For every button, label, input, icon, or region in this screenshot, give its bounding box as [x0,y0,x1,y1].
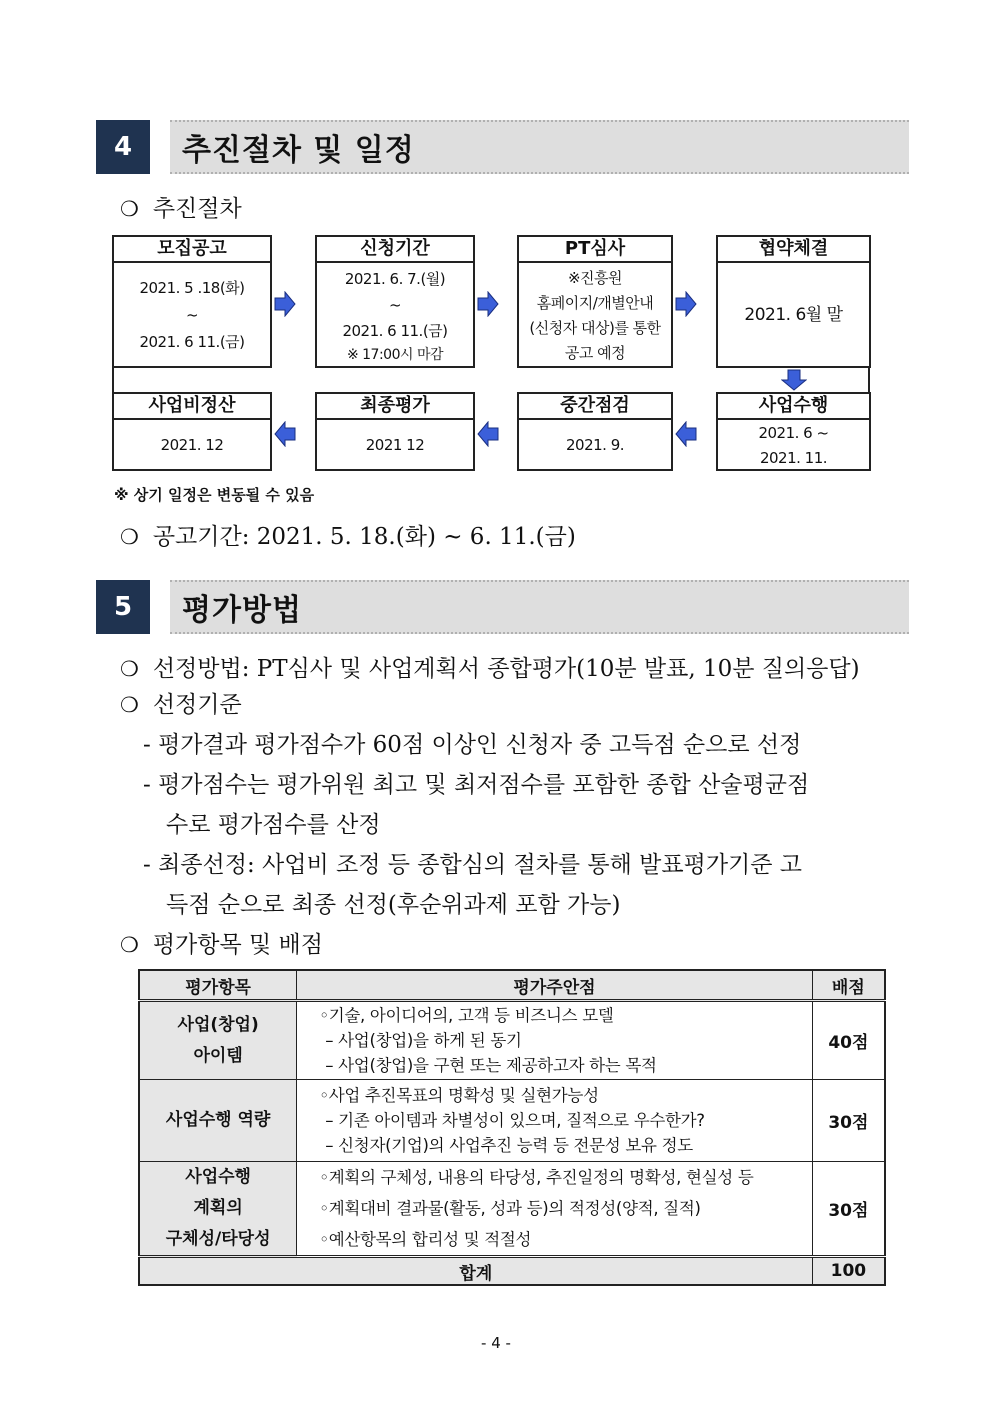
flow-line: 2021. 12 [160,436,224,454]
section-4-number: 4 [96,120,150,174]
flow-line: ※진흥원 [567,268,623,287]
flow-box-body [317,420,473,471]
flow-line: 2021 12 [365,436,425,454]
table-header: 평가주안점 [297,970,812,1001]
section-5-number: 5 [96,580,150,634]
arrow-left-icon [477,421,499,447]
flow-box-body [519,420,671,471]
flow-line: 2021. 11. [759,448,828,467]
flow-box-body [114,420,270,471]
table-row [139,1001,885,1080]
flow-line: 공고 예정 [564,343,626,362]
flow-box-body [114,263,270,368]
category-cell: 사업수행 역량 [139,1080,297,1162]
points-cell: ◦계획의 구체성, 내용의 타당성, 추진일정의 명확성, 현실성 등 ◦계획대비 결과물(활동, 성과 등)의 적정성(양적, 질적) ◦예산항목의 합리성 및 적절성 [297,1162,812,1257]
flow-line: 2021. 6 11.(금) [139,333,245,351]
circle-bullet-icon: ❍ [120,693,139,717]
flow-line: ~ [185,306,199,324]
criteria-item: - 평가결과 평가점수가 60점 이상인 신청자 중 고득점 순으로 선정 [143,732,802,758]
flow-line: ~ [388,295,402,314]
flow-box-title: 신청기간 [317,237,473,263]
flow-box-midterm-check [517,392,673,471]
flow-line: 홈페이지/개별안내 [536,293,654,312]
category-cell: 사업수행 계획의 구체성/타당성 [139,1162,297,1257]
points-cell: ◦사업 추진목표의 명확성 및 실현가능성 – 기존 아이템과 차별성이 있으며, 질적으로 우수한가? – 신청자(기업)의 사업추진 능력 등 전문성 보유 정도 [297,1080,812,1162]
arrow-right-icon [274,291,296,317]
circle-bullet-icon: ❍ [120,657,139,681]
page-number: - 4 - [481,1334,511,1352]
table-header-row [139,970,885,1001]
flow-box-title: 사업비정산 [114,394,270,420]
flow-box-pt-review [517,235,673,368]
schedule-note: ※ 상기 일정은 변동될 수 있음 [114,486,315,504]
flow-box-body [519,263,671,368]
selection-method: ❍ 선정방법: PT심사 및 사업계획서 종합평가(10분 발표, 10분 질의응답) [120,656,860,682]
score-cell: 40점 [812,1001,885,1080]
flow-box-title: 사업수행 [718,394,869,420]
flow-box-settlement [112,392,272,471]
section-5-title: 평가방법 [170,580,909,634]
table-total-row [139,1257,885,1286]
criteria-item: - 평가점수는 평가위원 최고 및 최저점수를 포함한 종합 산술평균점 [143,772,810,798]
flow-box-title: 최종평가 [317,394,473,420]
circle-bullet-icon: ❍ [120,197,139,221]
flow-line: (신청자 대상)를 통한 [529,318,661,337]
table-row [139,1162,885,1257]
evaluation-items-heading: ❍ 평가항목 및 배점 [120,932,323,958]
flow-box-recruit-notice [112,235,272,368]
flow-line: 2021. 6. 7.(월) [344,269,446,288]
criteria-item: - 최종선정: 사업비 조정 등 종합심의 절차를 통해 발표평가기준 고 [143,852,802,878]
flow-box-title: PT심사 [519,237,671,263]
category-cell: 사업(창업) 아이템 [139,1001,297,1080]
total-score: 100 [812,1257,885,1286]
section-4-title: 추진절차 및 일정 [170,120,909,174]
arrow-left-icon [675,421,697,447]
table-row [139,1080,885,1162]
flow-box-body [718,263,869,368]
arrow-right-icon [477,291,499,317]
table-header: 평가항목 [139,970,297,1001]
arrow-right-icon [675,291,697,317]
flow-line: 2021. 6 11.(금) [342,321,448,340]
flow-line: 2021. 6 ~ [758,423,829,442]
criteria-item-continued: 수로 평가점수를 산정 [166,812,381,838]
flow-box-title: 협약체결 [718,237,869,263]
score-cell: 30점 [812,1162,885,1257]
flow-box-agreement [716,235,871,368]
flow-line: ※ 17:00시 마감 [346,346,444,363]
arrow-left-icon [274,421,296,447]
total-label: 합계 [139,1257,812,1286]
flow-box-title: 중간점검 [519,394,671,420]
flow-box-final-evaluation [315,392,475,471]
score-cell: 30점 [812,1080,885,1162]
points-cell: ◦기술, 아이디어의, 고객 등 비즈니스 모델 – 사업(창업)을 하게 된 동기 – 사업(창업)을 구현 또는 제공하고자 하는 목적 [297,1001,812,1080]
circle-bullet-icon: ❍ [120,933,139,957]
flow-box-application-period [315,235,475,368]
flow-box-execution [716,392,871,471]
flow-line: 2021. 9. [565,436,625,454]
selection-criteria-heading: ❍ 선정기준 [120,692,242,718]
notice-period: ❍ 공고기간: 2021. 5. 18.(화) ~ 6. 11.(금) [120,524,576,550]
evaluation-table [138,969,886,1286]
flow-box-title: 모집공고 [114,237,270,263]
procedure-heading: ❍ 추진절차 [120,196,242,222]
table-header: 배점 [812,970,885,1001]
circle-bullet-icon: ❍ [120,525,139,549]
flow-box-body [718,420,869,471]
flow-line: 2021. 5 .18(화) [139,279,245,297]
flow-line: 2021. 6월 말 [744,305,843,325]
arrow-down-icon [781,369,807,391]
flow-box-body [317,263,473,368]
criteria-item-continued: 득점 순으로 최종 선정(후순위과제 포함 가능) [166,892,621,918]
